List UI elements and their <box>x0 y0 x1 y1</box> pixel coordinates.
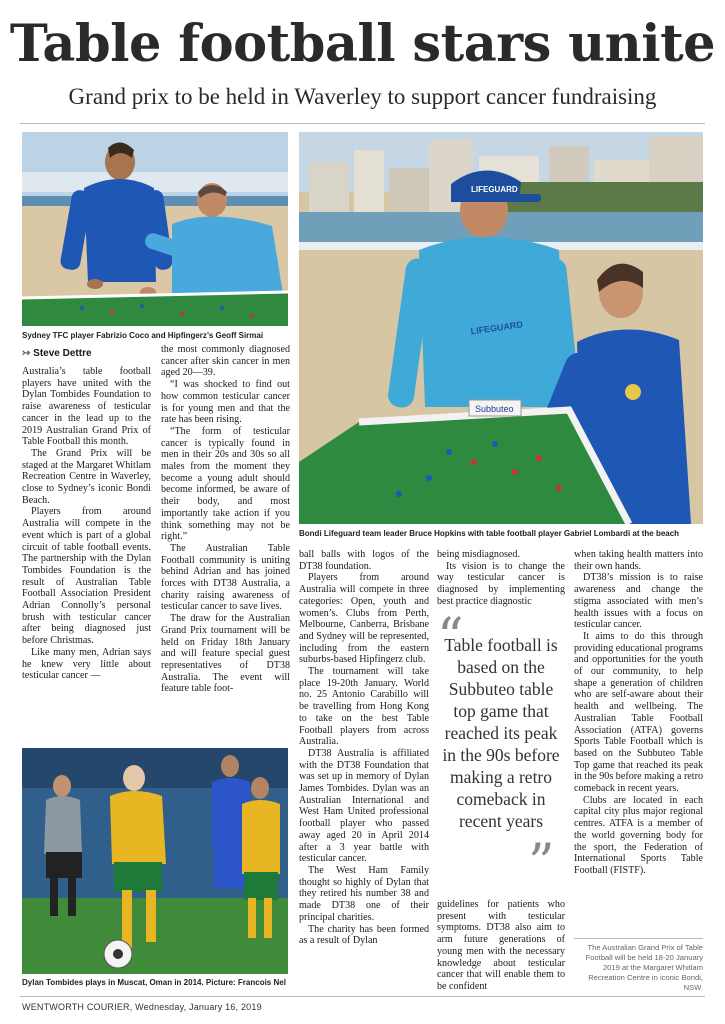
caption-top-left: Sydney TFC player Fabrizio Coco and Hipfingerz’s Geoff Sirmai <box>22 331 264 340</box>
paragraph: guidelines for patients who present with testicular symptoms. DT38 also aim to arm future generations of young men with the necessary knowledge about testicular cancer that will enable them to be confident <box>437 899 565 992</box>
paragraph: Australia’s table football players have united with the Dylan Tombides Foundation to raise awareness of testicular cancer in the lead up to the 2019 Australian Grand Prix of Table Football this month. <box>22 366 151 448</box>
paragraph: the most commonly diagnosed cancer after skin cancer in men aged 20—39. <box>161 344 290 379</box>
paragraph: “The form of testicular cancer is typically found in men in their 20s and 30s so all males from the moment they become a young adult should become informed, be aware of their body, and most importantly take action if you think something may not be right.” <box>161 425 290 543</box>
footer-divider <box>20 996 705 997</box>
paragraph: Players from around Australia will compete in the event which is part of a global circuit of table football events. The partnership with the Dylan Tombides Foundation is the result of Australian Table Football Association President Adrian Connolly’s personal brush with testicular cancer after being diagnosed just before Christmas. <box>22 506 151 647</box>
paragraph: The draw for the Australian Grand Prix tournament will be held on Friday 18th January and will feature special guest representatives of DT38 Australia. The event will feature table foot- <box>161 613 290 695</box>
subheadline: Grand prix to be held in Waverley to support cancer fundraising <box>68 84 657 109</box>
paragraph: The West Ham Family thought so highly of Dylan that they retired his number 38 and made DT38 one of their principal charities. <box>299 864 429 923</box>
column-4-top <box>437 549 565 608</box>
paragraph: The charity has been formed as a result of Dylan <box>299 923 429 947</box>
paragraph: Like many men, Adrian says he knew very little about testicular cancer — <box>22 646 151 682</box>
event-note: The Australian Grand Prix of Table Football will be held 18-20 January 2019 at the Margaret Whitlam Recreation Centre in iconic Bondi, NSW. <box>585 943 703 992</box>
byline: Steve Dettre <box>33 348 92 359</box>
column-4-bottom <box>437 899 565 993</box>
photo-hopkins-lombardi <box>299 132 703 524</box>
caption-main: Bondi Lifeguard team leader Bruce Hopkins with table football player Gabriel Lombardi at the beach <box>299 529 680 538</box>
paragraph: DT38’s mission is to raise awareness and change the stigma associated with men’s health issues with a focus on testicular cancer. <box>574 572 703 631</box>
paragraph: The tournament will take place 19-20th January. World no. 25 Antonio Carabillo will be travelling from Hong Kong to take on the best Table Football players from across Australia. <box>299 666 429 748</box>
column-5 <box>574 549 703 877</box>
paragraph: Its vision is to change the way testicular cancer is diagnosed by implementing best practice diagnostic <box>437 560 565 607</box>
column-1 <box>22 366 151 682</box>
headline: Table football stars unite <box>9 14 716 74</box>
paragraph: It aims to do this through providing educational programs and opportunities for the youth of our community, to help shape a generation of children who are self-aware about their health and wellbeing. The Australian Table Football Association (ATFA) governs Sports Table Football which is based on the Subbuteo Table Top game that reached its peak in the 90s before making a retro comeback in recent years. <box>574 630 703 795</box>
paragraph: “I was shocked to find out how common testicular cancer is for young men and that the rate has been rising. <box>161 379 290 426</box>
byline-arrow-icon: ↣ <box>22 348 31 359</box>
footer-publication: WENTWORTH COURIER, Wednesday, January 16, 2019 <box>22 1002 262 1012</box>
caption-bottom-left: Dylan Tombides plays in Muscat, Oman in 2014. Picture: Francois Nel <box>22 978 286 987</box>
pull-quote: Table football is based on the Subbuteo table top game that reached its peak in the 90s before making a retro comeback in recent years <box>442 635 560 831</box>
shirt-text: LIFEGUARD <box>470 319 524 337</box>
photo-dylan-tombides <box>22 748 288 974</box>
paragraph: DT38 Australia is affiliated with the DT38 Foundation that was set up in memory of Dylan James Tombides. Dylan was an Australian International and West Ham United professional football player who passed away aged 20 in April 2014 after a 3 year battle with testicular cancer. <box>299 747 429 865</box>
column-2 <box>161 344 290 695</box>
cap-text: LIFEGUARD <box>471 185 518 194</box>
photo-coco-sirmai <box>22 132 288 326</box>
paragraph: The Australian Table Football community is uniting behind Adrian and has joined forces with DT38 Australia, a charity raising awareness of testicular cancer to save lives. <box>161 542 290 613</box>
paragraph: ball balls with logos of the DT38 foundation. <box>299 549 429 572</box>
header-divider <box>20 123 705 124</box>
paragraph: when taking health matters into their own hands. <box>574 549 703 572</box>
column-3 <box>299 549 429 947</box>
paragraph: Clubs are located in each capital city plus major regional centres. ATFA is a member of the world governing body for the sport, the Federation of International Sports Table Football (FISTF). <box>574 794 703 876</box>
close-quote-icon: ” <box>528 834 555 894</box>
board-sign-text: Subbuteo <box>475 404 514 414</box>
open-quote-icon: “ <box>437 608 464 668</box>
paragraph: The Grand Prix will be staged at the Margaret Whitlam Recreation Centre in Waverley, close to Sydney’s iconic Bondi Beach. <box>22 447 151 506</box>
paragraph: being misdiagnosed. <box>437 549 520 560</box>
note-divider <box>574 938 703 939</box>
paragraph: Players from around Australia will compete in three categories: Open, youth and women’s. Clubs from Perth, Melbourne, Canberra, Brisbane and Sydney will be represented, including from the eastern suburbs-based Hipfingerz club. <box>299 572 429 666</box>
byline-row <box>22 348 92 359</box>
